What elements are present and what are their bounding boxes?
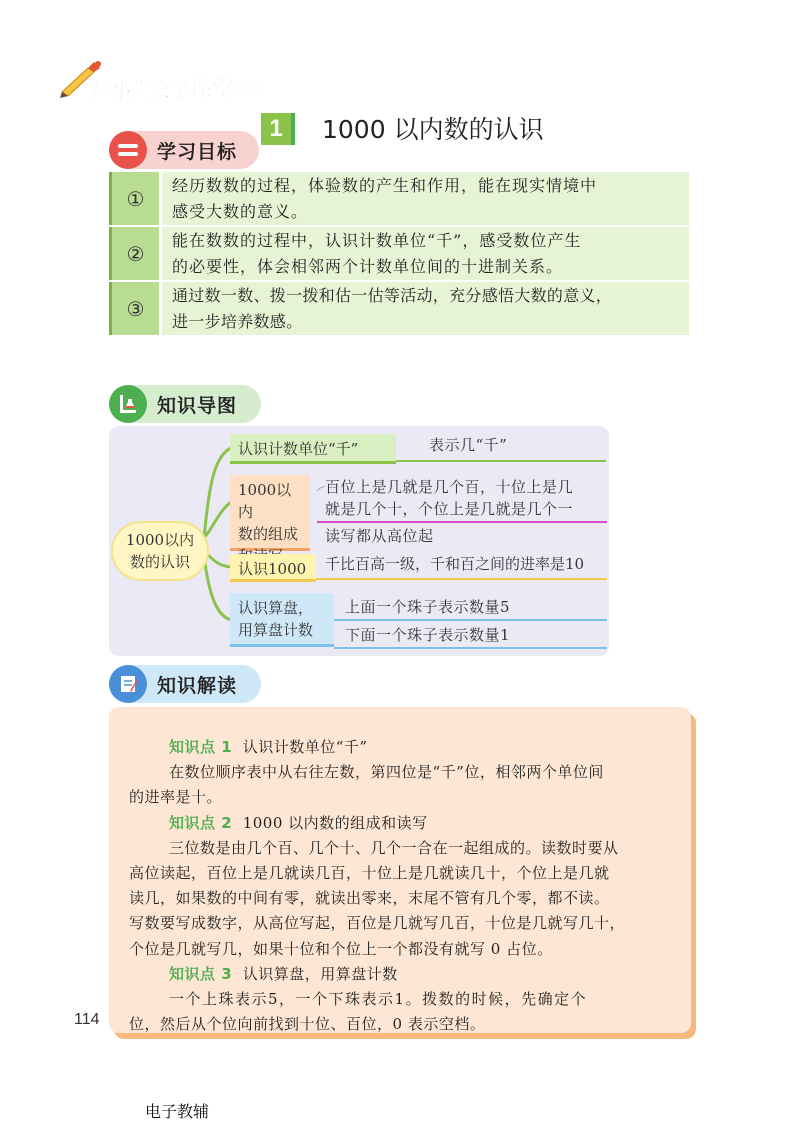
knowledge-card [109, 707, 691, 1033]
knowledge-body [129, 735, 677, 1037]
goal-text [162, 227, 689, 280]
kp3-name: 认识算盘，用算盘计数 [242, 964, 398, 983]
page-number: 114 [74, 1011, 100, 1028]
leaf-underline [317, 521, 607, 523]
goal-row [109, 282, 689, 335]
goal-text-line: 通过数一数、拨一拨和估一估等活动，充分感悟大数的意义， [172, 286, 613, 305]
leaf-text: 千比百高一级，千和百之间的进率是10 [325, 555, 585, 573]
kp3-text-line: 位，然后从个位向前找到十位、百位，0 表示空档。 [129, 1015, 486, 1034]
branch-know-1000 [230, 554, 316, 582]
kp1-name: 认识计数单位“千” [242, 738, 368, 756]
leaf-text [325, 476, 573, 520]
goal-row [109, 172, 689, 225]
goal-text-line: 感受大数的意义。 [172, 202, 309, 221]
kp3-title: 知识点 3 [169, 964, 233, 983]
kp2-text-line: 写数要写成数字，从高位写起，百位是几就写几百，十位是几就写几十， [129, 914, 626, 933]
kp1-text-line: 在数位顺序表中从右往左数，第四位是“千”位，相邻两个单位间 [169, 763, 604, 782]
footer-label: 电子教辅 [145, 1102, 210, 1121]
section-mindmap-header [109, 385, 261, 423]
branch-label-line: 认识算盘， [238, 599, 314, 617]
goal-number: ② [109, 227, 159, 280]
mindmap-root-line: 数的认识 [129, 553, 190, 571]
section-goals-header [109, 131, 259, 169]
brand-part1: 德小优数学 [92, 79, 190, 101]
kp1-title: 知识点 1 [169, 738, 233, 756]
goal-text-line: 进一步培养数感。 [172, 312, 303, 331]
lesson-number: 1 [261, 113, 295, 145]
kp-heading [129, 735, 677, 760]
brand-title [92, 72, 262, 103]
goal-number: ① [109, 172, 159, 225]
kp2-title: 知识点 2 [169, 813, 233, 832]
goal-number: ③ [109, 282, 159, 335]
mindmap-root [113, 523, 207, 579]
section-goals-title: 学习目标 [157, 140, 238, 163]
branch-unit-thousand [230, 434, 396, 464]
branch-label-line: 用算盘计数 [238, 621, 314, 639]
branch-label-line: 数的组成 [238, 525, 299, 543]
leaf-text: 表示几“千” [429, 436, 508, 454]
leaf-underline [316, 578, 607, 580]
kp2-text-line: 个位是几就写几，如果十位和个位上一个都没有就写 0 占位。 [129, 939, 553, 958]
brand-logo [58, 58, 308, 104]
goals-table [109, 172, 689, 337]
kp3-text-line: 一个上珠表示5，一个下珠表示1。拨数的时候，先确定个 [169, 990, 588, 1009]
section-reading-title: 知识解读 [157, 674, 238, 697]
brand-part2: 课堂 [189, 77, 235, 102]
kp-heading [129, 962, 677, 987]
goal-text-line: 经历数数的过程，体验数的产生和作用，能在现实情境中 [172, 176, 598, 195]
goals-icon [109, 131, 147, 169]
branch-label: 认识计数单位“千” [238, 440, 359, 458]
mindmap-root-line: 1000以内 [125, 531, 195, 549]
goal-text-line: 能在数数的过程中，认识计数单位“千”，感受数位产生 [172, 231, 582, 250]
branch-label-line: 1000以内 [238, 481, 292, 521]
brand-part3: 笔记 [234, 85, 262, 100]
goal-text-line: 的必要性，体会相邻两个计数单位间的十进制关系。 [172, 257, 564, 276]
kp2-text-line: 读几，如果数的中间有零，就读出零来，末尾不管有几个零，都不读。 [129, 889, 610, 908]
kp1-text-line: 的进率是十。 [129, 788, 223, 807]
mind-map [109, 426, 609, 656]
section-reading-header [109, 665, 261, 703]
leaf-text: 下面一个珠子表示数量1 [345, 626, 511, 644]
section-mindmap-title: 知识导图 [157, 394, 238, 417]
goal-row [109, 227, 689, 280]
flask-icon [109, 385, 147, 423]
kp2-text-line: 高位读起，百位上是几就读几百，十位上是几就读几十，个位上是几就 [129, 864, 610, 883]
lesson-title: 1000 以内数的认识 [322, 115, 544, 144]
leaf-text: 读写都从高位起 [325, 527, 434, 545]
branch-abacus [230, 593, 334, 647]
leaf-underline [334, 647, 607, 649]
goal-text [162, 282, 689, 335]
kp-heading [129, 811, 677, 836]
branch-label: 认识1000 [238, 560, 307, 578]
kp2-text-line: 三位数是由几个百、几个十、几个一合在一起组成的。读数时要从 [169, 838, 619, 857]
leaf-text-line: 百位上是几就是几个百，十位上是几 [325, 478, 574, 496]
goal-text [162, 172, 689, 225]
notebook-icon [109, 665, 147, 703]
leaf-text-line: 就是几个十，个位上是几就是几个一 [325, 500, 574, 518]
leaf-text: 上面一个珠子表示数量5 [345, 598, 511, 616]
leaf-underline [396, 460, 606, 462]
branch-composition [230, 475, 310, 551]
kp2-name: 1000 以内数的组成和读写 [242, 813, 428, 832]
leaf-underline [334, 619, 607, 621]
